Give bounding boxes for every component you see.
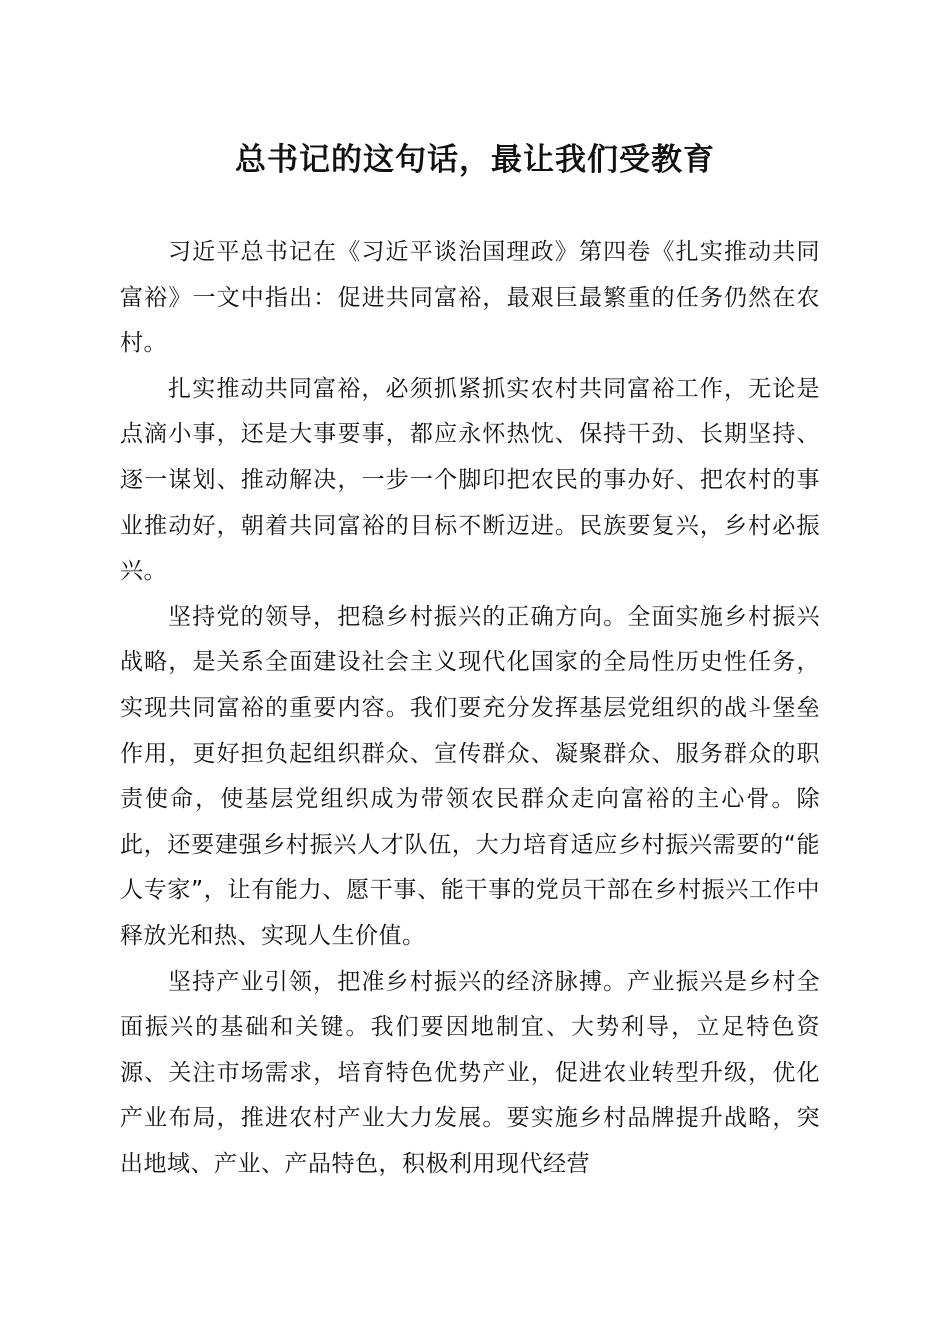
paragraph-1: 习近平总书记在《习近平谈治国理政》第四卷《扎实推动共同富裕》一文中指出：促进共同富裕，最艰巨最繁重的任务仍然在农村。 — [120, 239, 820, 357]
document-body — [120, 230, 820, 1187]
paragraph-4: 坚持产业引领，把准乡村振兴的经济脉搏。产业振兴是乡村全面振兴的基础和关键。我们要因地制宜、大势利导，立足特色资源、关注市场需求，培育特色优势产业，促进农业转型升级，优化产业布局，推进农村产业大力发展。要实施乡村品牌提升战略，突出地域、产业、产品特色，积极利用现代经营 — [120, 968, 820, 1177]
document-title: 总书记的这句话，最让我们受教育 — [235, 142, 715, 178]
paragraph-3: 坚持党的领导，把稳乡村振兴的正确方向。全面实施乡村振兴战略，是关系全面建设社会主义现代化国家的全局性历史性任务，实现共同富裕的重要内容。我们要充分发挥基层党组织的战斗堡垒作用，更好担负起组织群众、宣传群众、凝聚群众、服务群众的职责使命，使基层党组织成为带领农民群众走向富裕的主心骨。除此，还要建强乡村振兴人才队伍，大力培育适应乡村振兴需要的“能人专家”，让有能力、愿干事、能干事的党员干部在乡村振兴工作中释放光和热、实现人生价值。 — [120, 603, 820, 949]
paragraph-2: 扎实推动共同富裕，必须抓紧抓实农村共同富裕工作，无论是点滴小事，还是大事要事，都应永怀热忱、保持干劲、长期坚持、逐一谋划、推动解决，一步一个脚印把农民的事办好、把农村的事业推动好，朝着共同富裕的目标不断迈进。民族要复兴，乡村必振兴。 — [120, 375, 820, 585]
